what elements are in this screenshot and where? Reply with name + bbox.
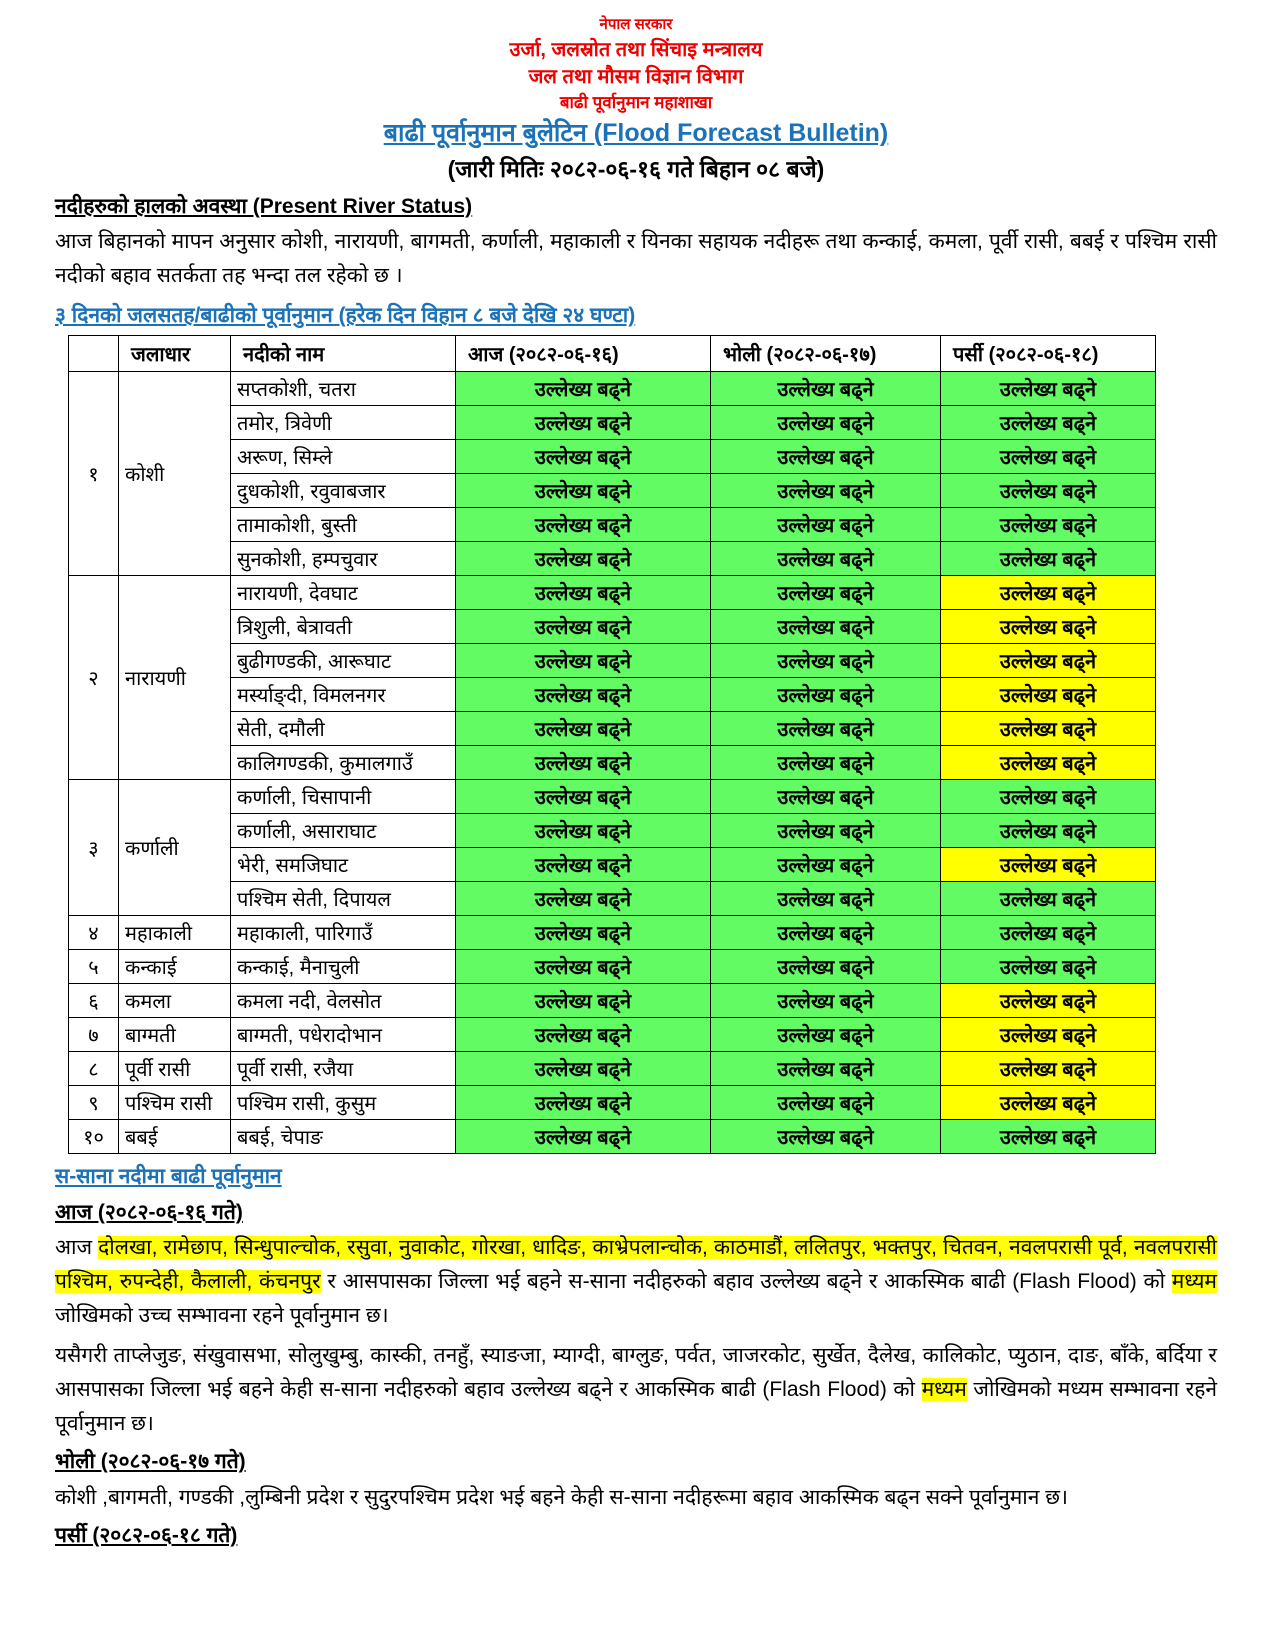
forecast-row xyxy=(69,848,1156,882)
forecast-today-cell: उल्लेख्य बढ्ने xyxy=(456,542,711,576)
forecast-dayafter-cell: उल्लेख्य बढ्ने xyxy=(941,780,1156,814)
serial-cell: ७ xyxy=(69,1018,119,1052)
forecast-tomorrow-cell: उल्लेख्य बढ्ने xyxy=(711,576,941,610)
forecast-today-cell: उल्लेख्य बढ्ने xyxy=(456,440,711,474)
basin-cell: कमला xyxy=(119,984,231,1018)
government-title: नेपाल सरकार xyxy=(599,16,673,33)
forecast-row xyxy=(69,780,1156,814)
forecast-today-cell: उल्लेख्य बढ्ने xyxy=(456,848,711,882)
forecast-tomorrow-cell: उल्लेख्य बढ्ने xyxy=(711,678,941,712)
highlighted-text-run: मध्यम xyxy=(921,1378,967,1402)
forecast-tomorrow-cell: उल्लेख्य बढ्ने xyxy=(711,984,941,1018)
highlighted-text-run: दोलखा, रामेछाप, सिन्धुपाल्चोक, रसुवा, नुवाकोट, गोरखा, धादिङ, काभ्रेपलान्चोक, काठमाडौं, ललितपुर, भक्तपुर, चितवन, नवलपरासी पूर्व, नवलपरासी पश्चिम, रुपन्देही, कैलाली, कंचनपुर xyxy=(55,1236,1217,1294)
forecast-dayafter-cell: उल्लेख्य बढ्ने xyxy=(941,372,1156,406)
forecast-today-cell: उल्लेख्य बढ्ने xyxy=(456,1086,711,1120)
forecast-tomorrow-cell: उल्लेख्य बढ्ने xyxy=(711,746,941,780)
river-name-cell: पश्चिम रासी, कुसुम xyxy=(231,1086,456,1120)
forecast-dayafter-cell: उल्लेख्य बढ्ने xyxy=(941,542,1156,576)
forecast-row xyxy=(69,712,1156,746)
basin-cell: कोशी xyxy=(119,372,231,576)
forecast-row xyxy=(69,372,1156,406)
forecast-dayafter-cell: उल्लेख्य बढ्ने xyxy=(941,610,1156,644)
forecast-row xyxy=(69,542,1156,576)
forecast-tomorrow-cell: उल्लेख्य बढ्ने xyxy=(711,780,941,814)
forecast-table-body xyxy=(69,372,1156,1154)
basin-cell: बबई xyxy=(119,1120,231,1154)
forecast-tomorrow-cell: उल्लेख्य बढ्ने xyxy=(711,610,941,644)
forecast-row xyxy=(69,950,1156,984)
forecast-today-cell: उल्लेख्य बढ्ने xyxy=(456,1052,711,1086)
river-name-cell: बाग्मती, पधेरादोभान xyxy=(231,1018,456,1052)
small-rivers-tomorrow-body: कोशी ,बागमती, गण्डकी ,लुम्बिनी प्रदेश र सुदुरपश्चिम प्रदेश भई बहने केही स-साना नदीहरूमा बहाव आकस्मिक बढ्न सक्ने पूर्वानुमान छ। xyxy=(55,1485,1068,1509)
document-title: बाढी पूर्वानुमान बुलेटिन (Flood Forecast Bulletin) xyxy=(383,119,889,148)
issued-date: (जारी मितिः २०८२-०६-१६ गते बिहान ०८ बजे) xyxy=(447,156,825,183)
forecast-header-row xyxy=(69,336,1156,372)
forecast-tomorrow-cell: उल्लेख्य बढ्ने xyxy=(711,1086,941,1120)
forecast-dayafter-cell: उल्लेख्य बढ्ने xyxy=(941,848,1156,882)
forecast-dayafter-cell: उल्लेख्य बढ्ने xyxy=(941,746,1156,780)
text-run: र आसपासका जिल्ला भई बहने स-साना नदीहरुको बहाव उल्लेख्य बढ्ने र आकस्मिक बाढी (Flash Flood) को xyxy=(320,1270,1172,1294)
river-name-cell: कमला नदी, वेलसोत xyxy=(231,984,456,1018)
small-rivers-today-heading: आज (२०८२-०६-१६ गते) xyxy=(55,1200,243,1224)
ministry-title: उर्जा, जलस्रोत तथा सिंचाइ मन्त्रालय xyxy=(509,38,763,61)
small-rivers-today-para1 xyxy=(55,1231,1217,1333)
forecast-tomorrow-cell: उल्लेख्य बढ्ने xyxy=(711,1120,941,1154)
basin-cell: पूर्वी रासी xyxy=(119,1052,231,1086)
serial-cell: २ xyxy=(69,576,119,780)
present-status-heading: नदीहरुको हालको अवस्था (Present River Status) xyxy=(55,194,473,218)
forecast-today-cell: उल्लेख्य बढ्ने xyxy=(456,1120,711,1154)
forecast-dayafter-cell: उल्लेख्य बढ्ने xyxy=(941,474,1156,508)
text-run: यसैगरी ताप्लेजुङ, संखुवासभा, सोलुखुम्बु, कास्की, तनहुँ, स्याङजा, म्याग्दी, बाग्लुङ, पर्वत, जाजरकोट, सुर्खेत, दैलेख, कालिकोट, प्युठान, दाङ, बाँके, बर्दिया र आसपासका जिल्ला भई बहने केही स-साना नदीहरुको बहाव उल्लेख्य बढ्ने र आकस्मिक बाढी (Flash Flood) को xyxy=(55,1344,1217,1402)
river-name-cell: सुनकोशी, हम्पचुवार xyxy=(231,542,456,576)
forecast-today-cell: उल्लेख्य बढ्ने xyxy=(456,814,711,848)
river-name-cell: अरूण, सिम्ले xyxy=(231,440,456,474)
present-status-body: आज बिहानको मापन अनुसार कोशी, नारायणी, बागमती, कर्णाली, महाकाली र यिनका सहायक नदीहरू तथा कन्काई, कमला, पूर्वी रासी, बबई र पश्चिम रासी नदीको बहाव सतर्कता तह भन्दा तल रहेको छ । xyxy=(55,229,1217,287)
serial-cell: १० xyxy=(69,1120,119,1154)
forecast-tomorrow-cell: उल्लेख्य बढ्ने xyxy=(711,916,941,950)
forecast-tomorrow-cell: उल्लेख्य बढ्ने xyxy=(711,882,941,916)
forecast-dayafter-cell: उल्लेख्य बढ्ने xyxy=(941,406,1156,440)
forecast-today-cell: उल्लेख्य बढ्ने xyxy=(456,746,711,780)
forecast-tomorrow-cell: उल्लेख्य बढ्ने xyxy=(711,474,941,508)
forecast-tomorrow-cell: उल्लेख्य बढ्ने xyxy=(711,1052,941,1086)
forecast-dayafter-cell: उल्लेख्य बढ्ने xyxy=(941,1120,1156,1154)
forecast-today-cell: उल्लेख्य बढ्ने xyxy=(456,576,711,610)
small-rivers-tomorrow-heading: भोली (२०८२-०६-१७ गते) xyxy=(55,1450,246,1474)
forecast-table xyxy=(68,335,1156,1154)
river-name-cell: कन्काई, मैनाचुली xyxy=(231,950,456,984)
forecast-row xyxy=(69,644,1156,678)
river-name-cell: कर्णाली, असाराघाट xyxy=(231,814,456,848)
river-name-cell: कर्णाली, चिसापानी xyxy=(231,780,456,814)
forecast-row xyxy=(69,916,1156,950)
small-rivers-heading: स-साना नदीमा बाढी पूर्वानुमान xyxy=(55,1165,282,1189)
river-name-cell: भेरी, समजिघाट xyxy=(231,848,456,882)
col-today: आज (२०८२-०६-१६) xyxy=(456,336,711,372)
text-run: जोखिमको उच्च सम्भावना रहने पूर्वानुमान छ। xyxy=(55,1304,389,1328)
department-title: जल तथा मौसम विज्ञान विभाग xyxy=(528,65,744,88)
forecast-tomorrow-cell: उल्लेख्य बढ्ने xyxy=(711,508,941,542)
forecast-today-cell: उल्लेख्य बढ्ने xyxy=(456,950,711,984)
forecast-dayafter-cell: उल्लेख्य बढ्ने xyxy=(941,1086,1156,1120)
basin-cell: नारायणी xyxy=(119,576,231,780)
forecast-today-cell: उल्लेख्य बढ्ने xyxy=(456,984,711,1018)
forecast-today-cell: उल्लेख्य बढ्ने xyxy=(456,474,711,508)
forecast-today-cell: उल्लेख्य बढ्ने xyxy=(456,372,711,406)
river-name-cell: सेती, दमौली xyxy=(231,712,456,746)
forecast-row xyxy=(69,440,1156,474)
forecast-tomorrow-cell: उल्लेख्य बढ्ने xyxy=(711,848,941,882)
forecast-today-cell: उल्लेख्य बढ्ने xyxy=(456,508,711,542)
forecast-dayafter-cell: उल्लेख्य बढ्ने xyxy=(941,950,1156,984)
forecast-dayafter-cell: उल्लेख्य बढ्ने xyxy=(941,678,1156,712)
river-name-cell: दुधकोशी, रवुवाबजार xyxy=(231,474,456,508)
col-serial xyxy=(69,336,119,372)
forecast-row xyxy=(69,746,1156,780)
river-name-cell: सप्तकोशी, चतरा xyxy=(231,372,456,406)
document-title-row xyxy=(55,115,1217,151)
river-name-cell: पश्चिम सेती, दिपायल xyxy=(231,882,456,916)
forecast-tomorrow-cell: उल्लेख्य बढ्ने xyxy=(711,814,941,848)
serial-cell: ६ xyxy=(69,984,119,1018)
forecast-today-cell: उल्लेख्य बढ्ने xyxy=(456,610,711,644)
forecast-today-cell: उल्लेख्य बढ्ने xyxy=(456,678,711,712)
forecast-tomorrow-cell: उल्लेख्य बढ्ने xyxy=(711,950,941,984)
forecast-dayafter-cell: उल्लेख्य बढ्ने xyxy=(941,814,1156,848)
forecast-row xyxy=(69,508,1156,542)
division-title: बाढी पूर्वानुमान महाशाखा xyxy=(559,92,713,112)
basin-cell: कन्काई xyxy=(119,950,231,984)
forecast-row xyxy=(69,678,1156,712)
basin-cell: पश्चिम रासी xyxy=(119,1086,231,1120)
forecast-today-cell: उल्लेख्य बढ्ने xyxy=(456,644,711,678)
forecast-dayafter-cell: उल्लेख्य बढ्ने xyxy=(941,916,1156,950)
river-name-cell: मर्स्याङ्दी, विमलनगर xyxy=(231,678,456,712)
forecast-row xyxy=(69,474,1156,508)
river-name-cell: तमोर, त्रिवेणी xyxy=(231,406,456,440)
serial-cell: १ xyxy=(69,372,119,576)
river-name-cell: तामाकोशी, बुस्ती xyxy=(231,508,456,542)
serial-cell: ५ xyxy=(69,950,119,984)
forecast-tomorrow-cell: उल्लेख्य बढ्ने xyxy=(711,406,941,440)
forecast-today-cell: उल्लेख्य बढ्ने xyxy=(456,780,711,814)
col-tomorrow: भोली (२०८२-०६-१७) xyxy=(711,336,941,372)
forecast-row xyxy=(69,1018,1156,1052)
forecast-row xyxy=(69,1086,1156,1120)
forecast-today-cell: उल्लेख्य बढ्ने xyxy=(456,916,711,950)
forecast-dayafter-cell: उल्लेख्य बढ्ने xyxy=(941,576,1156,610)
highlighted-text-run: मध्यम xyxy=(1171,1270,1217,1294)
forecast-today-cell: उल्लेख्य बढ्ने xyxy=(456,712,711,746)
small-rivers-dayafter-heading: पर्सी (२०८२-०६-१८ गते) xyxy=(55,1523,238,1547)
col-river-name: नदीको नाम xyxy=(231,336,456,372)
river-name-cell: पूर्वी रासी, रजैया xyxy=(231,1052,456,1086)
forecast-table-heading: ३ दिनको जलसतह/बाढीको पूर्वानुमान (हरेक दिन विहान ८ बजे देखि २४ घण्टा) xyxy=(55,304,636,327)
forecast-row xyxy=(69,882,1156,916)
col-basin: जलाधार xyxy=(119,336,231,372)
serial-cell: ४ xyxy=(69,916,119,950)
basin-cell: बाग्मती xyxy=(119,1018,231,1052)
serial-cell: ३ xyxy=(69,780,119,916)
basin-cell: कर्णाली xyxy=(119,780,231,916)
forecast-tomorrow-cell: उल्लेख्य बढ्ने xyxy=(711,712,941,746)
river-name-cell: बबई, चेपाङ xyxy=(231,1120,456,1154)
forecast-today-cell: उल्लेख्य बढ्ने xyxy=(456,1018,711,1052)
forecast-dayafter-cell: उल्लेख्य बढ्ने xyxy=(941,712,1156,746)
text-run: जोखिमको मध्यम सम्भावना रहने पूर्वानुमान छ। xyxy=(55,1378,1218,1436)
forecast-tomorrow-cell: उल्लेख्य बढ्ने xyxy=(711,1018,941,1052)
river-name-cell: नारायणी, देवघाट xyxy=(231,576,456,610)
forecast-tomorrow-cell: उल्लेख्य बढ्ने xyxy=(711,542,941,576)
serial-cell: ९ xyxy=(69,1086,119,1120)
forecast-tomorrow-cell: उल्लेख्य बढ्ने xyxy=(711,644,941,678)
forecast-dayafter-cell: उल्लेख्य बढ्ने xyxy=(941,440,1156,474)
forecast-row xyxy=(69,610,1156,644)
forecast-dayafter-cell: उल्लेख्य बढ्ने xyxy=(941,1018,1156,1052)
forecast-row xyxy=(69,406,1156,440)
river-name-cell: त्रिशुली, बेत्रावती xyxy=(231,610,456,644)
river-name-cell: बुढीगण्डकी, आरूघाट xyxy=(231,644,456,678)
serial-cell: ८ xyxy=(69,1052,119,1086)
forecast-dayafter-cell: उल्लेख्य बढ्ने xyxy=(941,508,1156,542)
forecast-tomorrow-cell: उल्लेख्य बढ्ने xyxy=(711,440,941,474)
forecast-row xyxy=(69,1052,1156,1086)
forecast-today-cell: उल्लेख्य बढ्ने xyxy=(456,882,711,916)
river-name-cell: महाकाली, पारिगाउँ xyxy=(231,916,456,950)
small-rivers-today-para2 xyxy=(55,1339,1217,1441)
forecast-dayafter-cell: उल्लेख्य बढ्ने xyxy=(941,882,1156,916)
forecast-tomorrow-cell: उल्लेख्य बढ्ने xyxy=(711,372,941,406)
forecast-today-cell: उल्लेख्य बढ्ने xyxy=(456,406,711,440)
forecast-dayafter-cell: उल्लेख्य बढ्ने xyxy=(941,1052,1156,1086)
col-dayafter: पर्सी (२०८२-०६-१८) xyxy=(941,336,1156,372)
forecast-row xyxy=(69,984,1156,1018)
forecast-row xyxy=(69,814,1156,848)
basin-cell: महाकाली xyxy=(119,916,231,950)
forecast-row xyxy=(69,576,1156,610)
text-run: आज xyxy=(55,1236,99,1260)
river-name-cell: कालिगण्डकी, कुमालगाउँ xyxy=(231,746,456,780)
forecast-row xyxy=(69,1120,1156,1154)
forecast-dayafter-cell: उल्लेख्य बढ्ने xyxy=(941,984,1156,1018)
forecast-dayafter-cell: उल्लेख्य बढ्ने xyxy=(941,644,1156,678)
